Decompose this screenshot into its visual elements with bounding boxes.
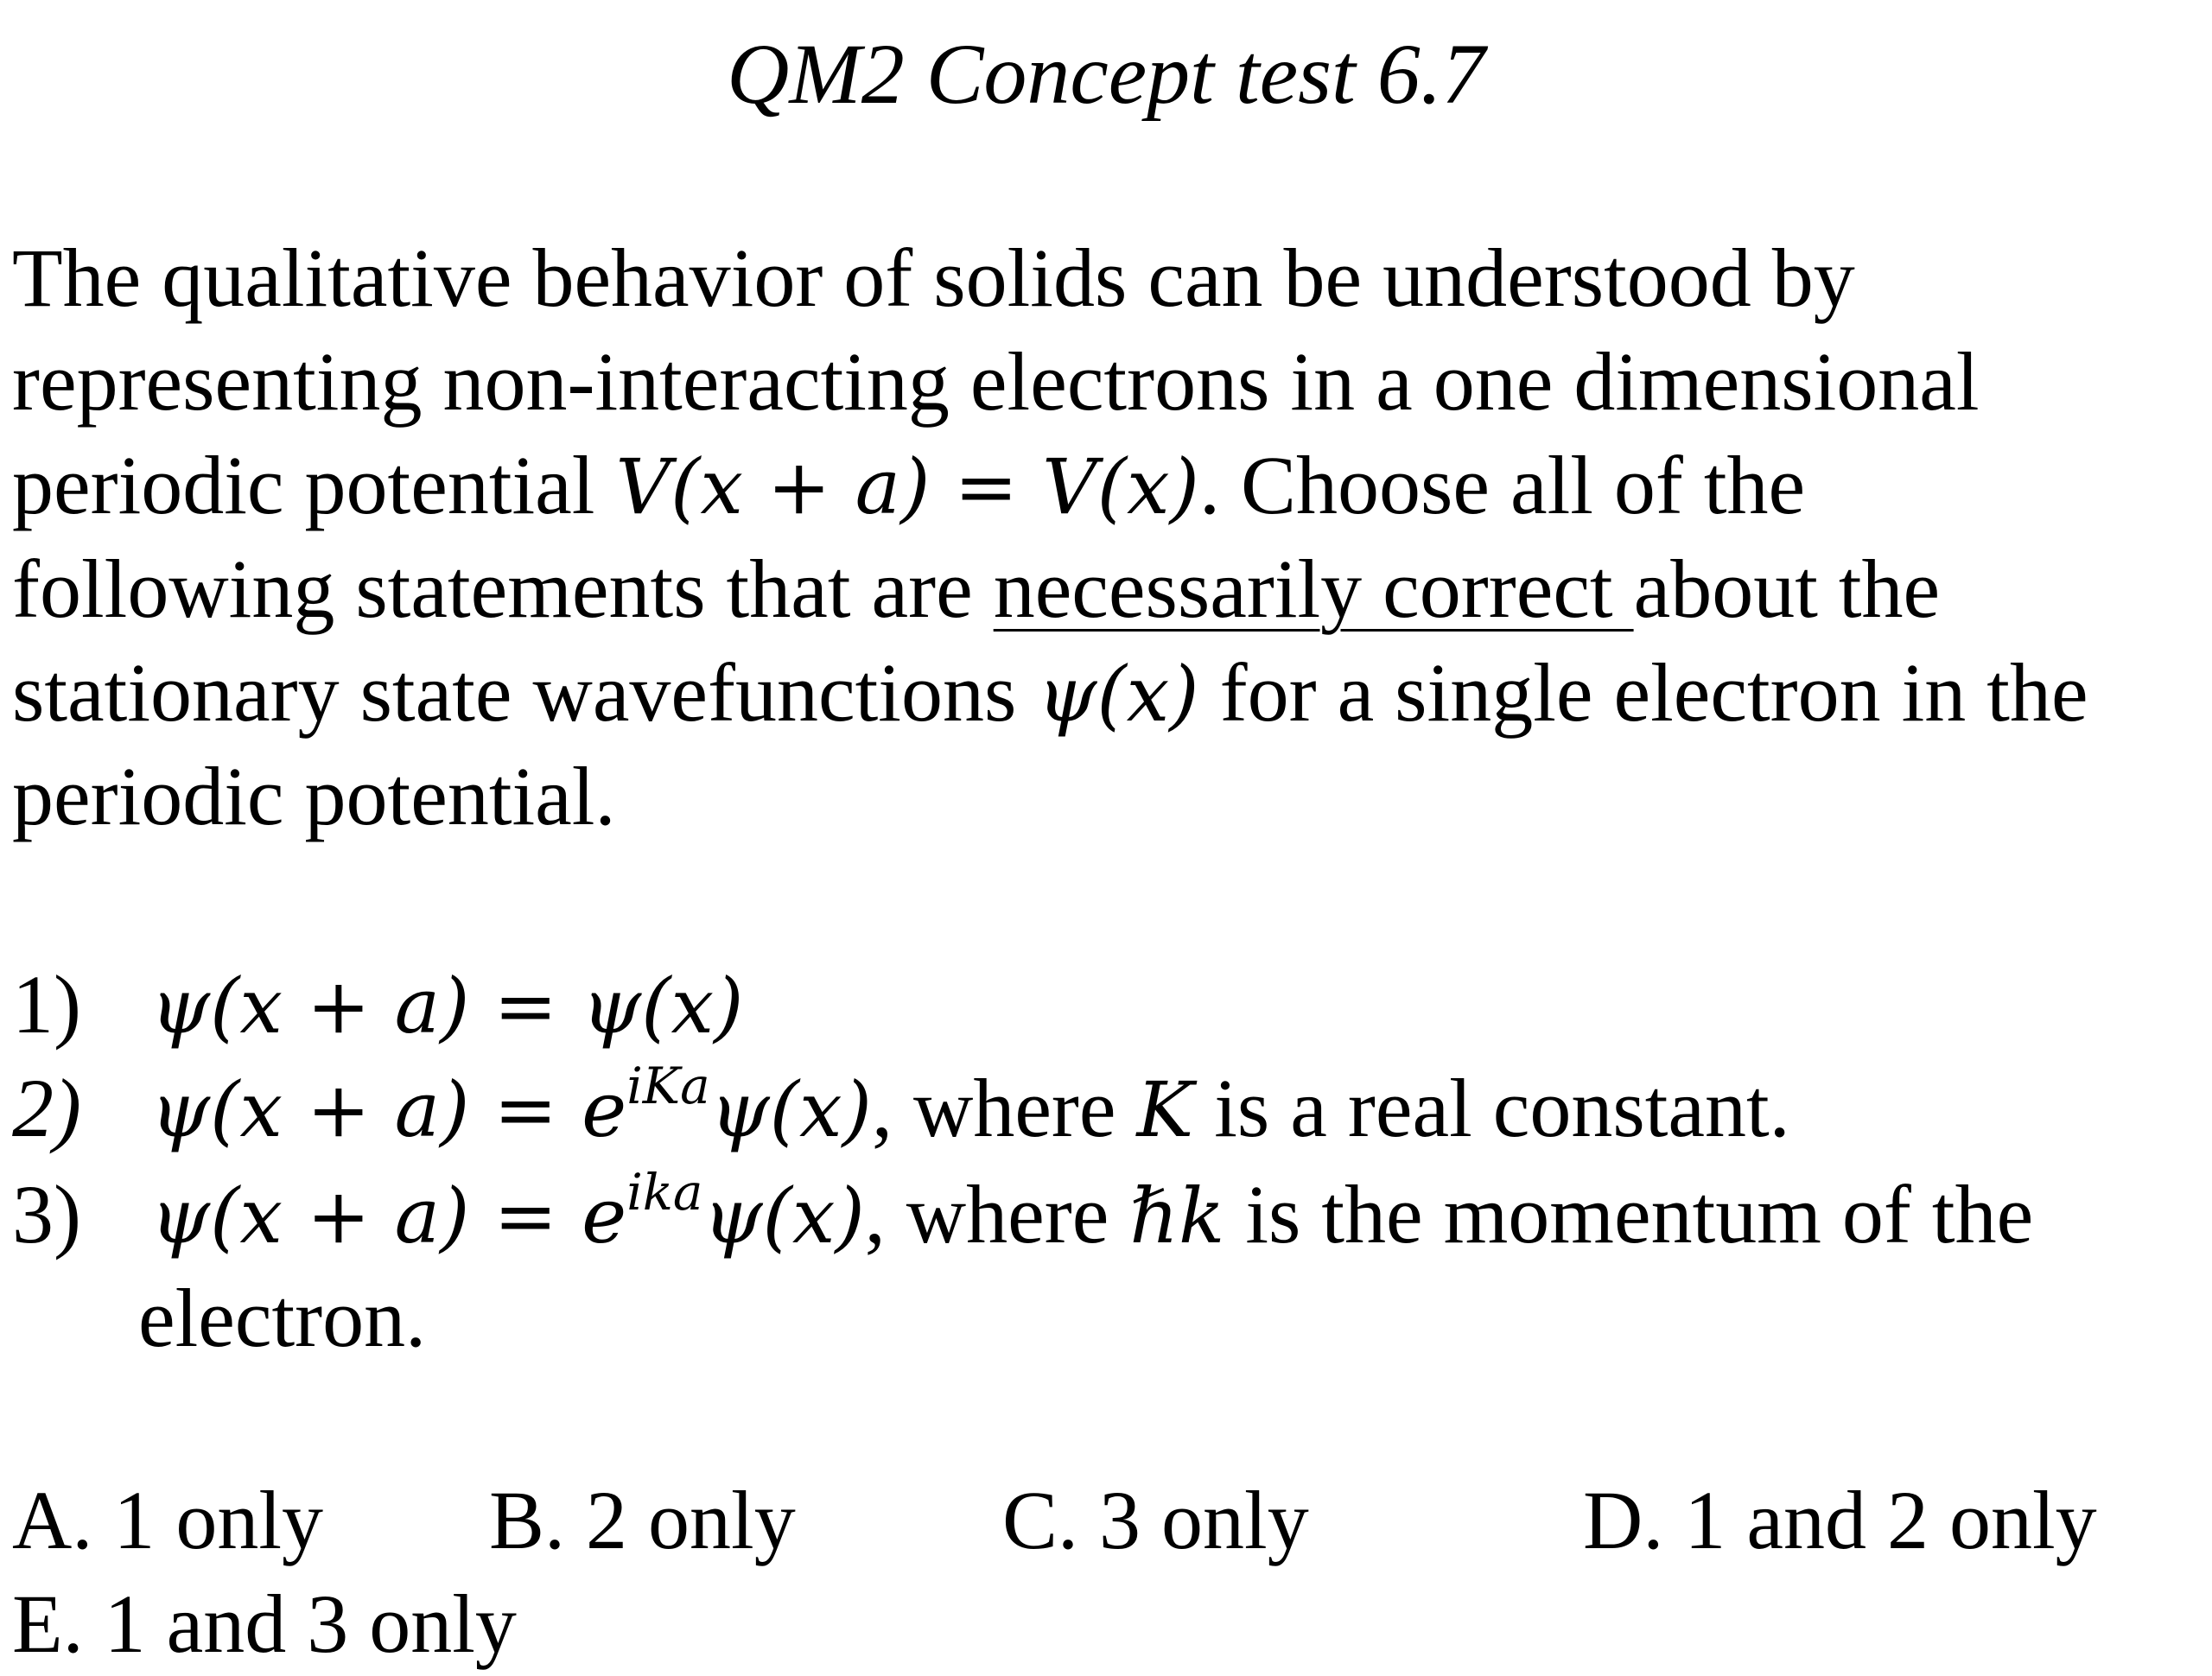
statement-2-text: , where: [871, 1062, 1137, 1154]
question-line-1: The qualitative behavior of solids can be understood by: [12, 232, 1855, 324]
question-line-4: [12, 537, 2207, 641]
statement-3-equation-lhs: ψ(x + a) = e: [150, 1171, 627, 1260]
statement-1-number: 1): [12, 958, 81, 1051]
statement-2-text-end: is a real constant.: [1193, 1062, 1790, 1154]
choice-e[interactable]: E. 1 and 3 only: [12, 1578, 517, 1670]
question-line-4-text-end: about the: [1633, 543, 1941, 635]
statement-1-equation: ψ(x + a) = ψ(x): [150, 962, 744, 1051]
statement-3-exponent: ika: [626, 1163, 703, 1222]
question-text: [12, 226, 2207, 848]
statement-3-text: , where: [864, 1168, 1130, 1260]
statement-3-text-end: is the momentum of the: [1224, 1168, 2034, 1260]
question-line-5: [12, 641, 2207, 745]
question-line-4-text: following statements that are: [12, 543, 994, 635]
statement-2-equation-rhs: ψ(x): [709, 1065, 872, 1154]
underlined-emphasis: necessarily correct: [993, 543, 1634, 635]
statement-3: [12, 1163, 2033, 1277]
choice-d[interactable]: D. 1 and 2 only: [1583, 1474, 2097, 1566]
question-line-3: [12, 434, 2207, 537]
question-line-2: representing non-interacting electrons in a one dimensional: [12, 335, 1980, 428]
wavefunction-symbol: ψ(x): [1037, 650, 1199, 739]
statement-3-variable: ℏk: [1129, 1171, 1225, 1260]
periodic-potential-equation: V(x + a) = V(x): [615, 442, 1199, 531]
choice-b[interactable]: B. 2 only: [489, 1474, 796, 1566]
statement-3-number: 3): [12, 1168, 81, 1260]
question-line-6: periodic potential.: [12, 750, 616, 842]
statement-2-variable: K: [1136, 1065, 1194, 1154]
choice-a[interactable]: A. 1 only: [12, 1474, 323, 1566]
statement-2-exponent: iKa: [626, 1057, 710, 1115]
question-line-3-text-end: . Choose all of the: [1198, 439, 1806, 531]
page-title: QM2 Concept test 6.7: [727, 26, 1485, 122]
question-line-3-text: periodic potential: [12, 439, 616, 531]
statement-2: [12, 1057, 1790, 1171]
choice-c[interactable]: C. 3 only: [1002, 1474, 1309, 1566]
statement-2-number: 2): [12, 1062, 81, 1154]
question-line-5-text-end: for a single electron in the: [1198, 646, 2088, 739]
statement-3-equation-rhs: ψ(x): [702, 1171, 865, 1260]
statement-2-equation-lhs: ψ(x + a) = e: [150, 1065, 627, 1154]
statement-3-continuation: electron.: [138, 1272, 427, 1364]
question-line-5-text: stationary state wavefunctions: [12, 646, 1038, 739]
statement-1: [12, 953, 743, 1058]
